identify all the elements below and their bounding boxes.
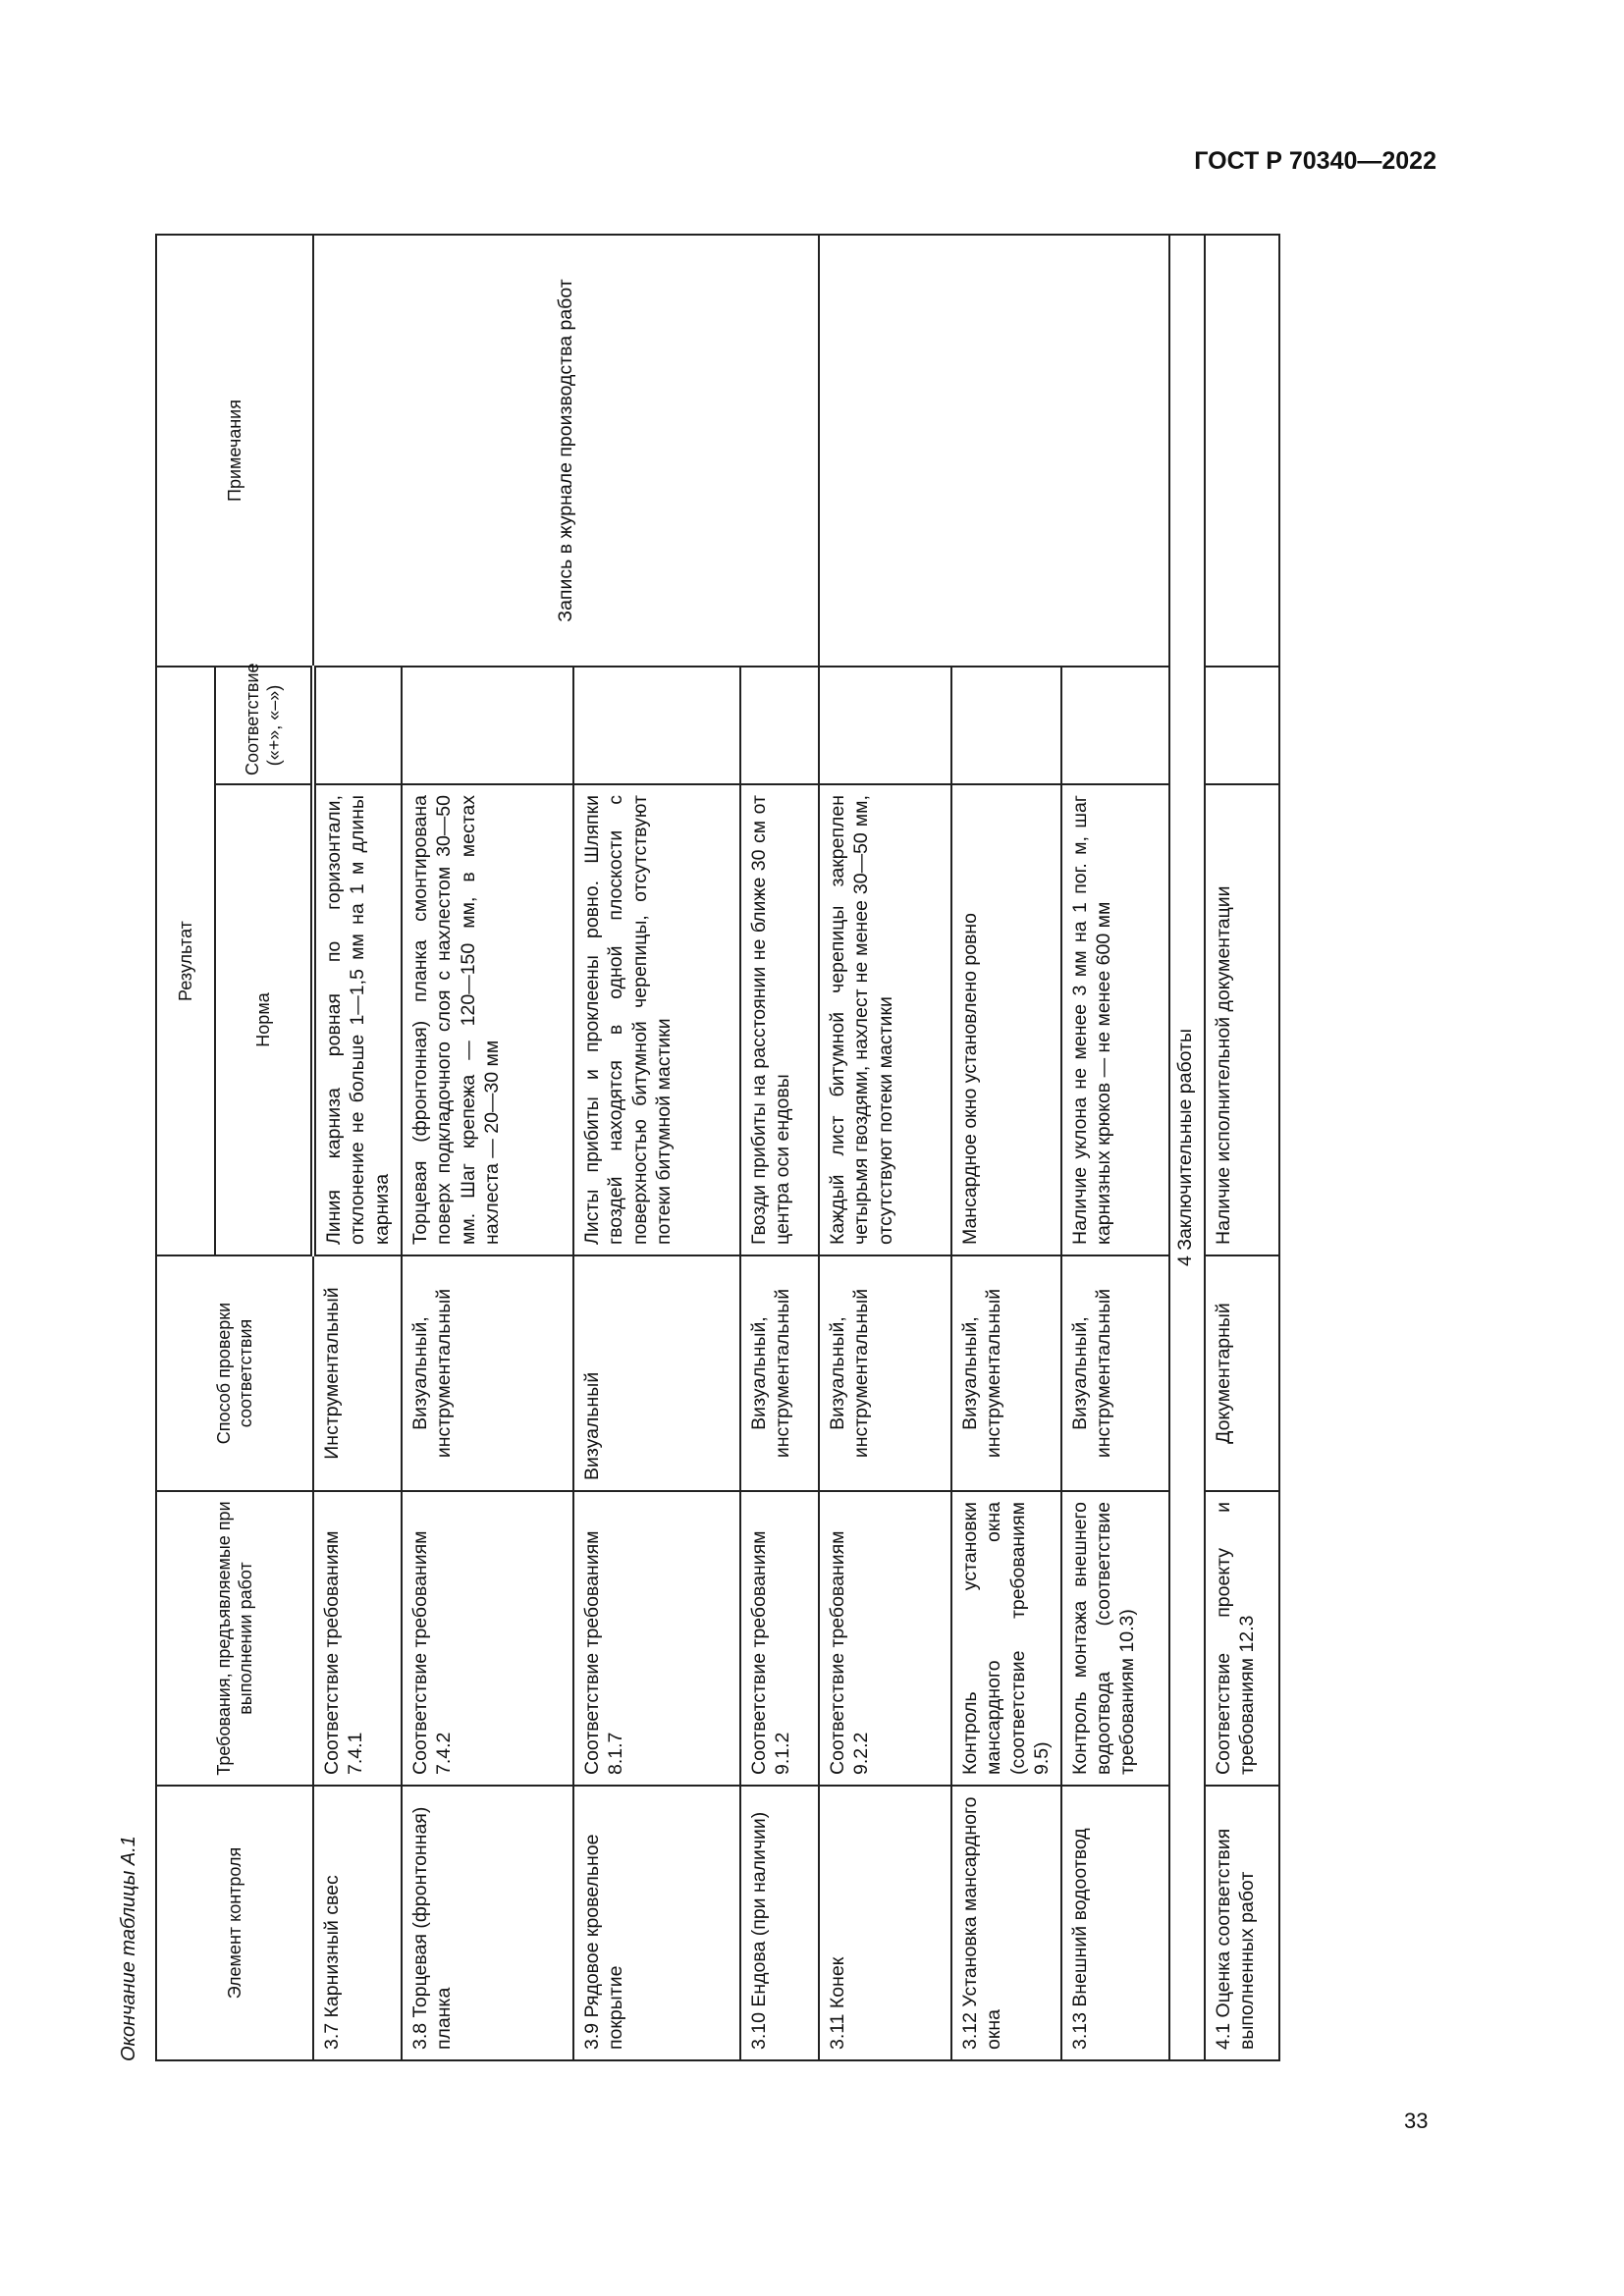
table-caption: Окончание таблицы А.1 <box>118 1836 139 2061</box>
cell-norm: Наличие исполнительной документации <box>1205 784 1279 1255</box>
cell-compliance <box>402 667 573 784</box>
cell-notes-record: Запись в журнале производства работ <box>313 235 819 667</box>
cell-requirement: Контроль монтажа внешнего водоотвода (соответствие требованиям 10.3) <box>1061 1491 1169 1786</box>
cell-element: 3.13 Внешний водоотвод <box>1061 1786 1169 2060</box>
header-notes: Примечания <box>156 235 313 667</box>
header-method: Способ проверки соответствия <box>156 1255 313 1491</box>
cell-requirement: Соответствие требованиям 8.1.7 <box>573 1491 740 1786</box>
cell-compliance <box>313 667 402 784</box>
section-row <box>1169 235 1205 2060</box>
cell-method: Документарный <box>1205 1255 1279 1491</box>
cell-method: Визуальный, инструментальный <box>951 1255 1061 1491</box>
cell-method: Визуальный, инструментальный <box>1061 1255 1169 1491</box>
cell-method: Визуальный, инструментальный <box>740 1255 819 1491</box>
header-element: Элемент контроля <box>156 1786 313 2060</box>
cell-element: 3.7 Карнизный свес <box>313 1786 402 2060</box>
table-row <box>1205 235 1279 2060</box>
cell-norm: Каждый лист битумной черепицы закреплен четырьмя гвоздями, нахлест не менее 30—50 мм, отсутствуют потеки мастики <box>819 784 951 1255</box>
cell-compliance <box>573 667 740 784</box>
cell-method: Визуальный, инструментальный <box>819 1255 951 1491</box>
cell-norm: Гвозди прибиты на расстоянии не ближе 30 см от центра оси ендовы <box>740 784 819 1255</box>
cell-method: Визуальный <box>573 1255 740 1491</box>
rotated-table-container <box>155 236 1280 2061</box>
cell-notes-empty <box>1205 235 1279 667</box>
cell-method: Визуальный, инструментальный <box>402 1255 573 1491</box>
cell-requirement: Соответствие проекту и требованиям 12.3 <box>1205 1491 1279 1786</box>
header-requirements: Требования, предъявляемые при выполнении работ <box>156 1491 313 1786</box>
cell-compliance <box>1061 667 1169 784</box>
cell-norm: Мансардное окно установлено ровно <box>951 784 1061 1255</box>
document-standard-number: ГОСТ Р 70340—2022 <box>1194 147 1436 175</box>
cell-compliance <box>1205 667 1279 784</box>
cell-method: Инструментальный <box>313 1255 402 1491</box>
cell-element: 3.8 Торцевая (фронтонная) планка <box>402 1786 573 2060</box>
cell-norm: Линия карниза ровная по горизонтали, отклонение не больше 1—1,5 мм на 1 м длины карниза <box>313 784 402 1255</box>
cell-requirement: Контроль установки мансардного окна (соответствие требованиям 9.5) <box>951 1491 1061 1786</box>
cell-notes-empty <box>819 235 1169 667</box>
cell-norm: Наличие уклона не менее 3 мм на 1 пог. м, шаг карнизных крюков — не менее 600 мм <box>1061 784 1169 1255</box>
inspection-table <box>155 234 1280 2061</box>
cell-norm: Листы прибиты и проклеены ровно. Шляпки гвоздей находятся в одной плоскости с поверхностью битумной черепицы, отсутствуют потеки битумной мастики <box>573 784 740 1255</box>
cell-element: 3.9 Рядовое кровельное покрытие <box>573 1786 740 2060</box>
cell-norm: Торцевая (фронтонная) планка смонтирована поверх подкладочного слоя с нахлестом 30—50 мм. Шаг крепежа — 120—150 мм, в местах нахлеста — 20—30 мм <box>402 784 573 1255</box>
section-title: 4 Заключительные работы <box>1169 235 1205 2060</box>
cell-element: 3.10 Ендова (при наличии) <box>740 1786 819 2060</box>
cell-requirement: Соответствие требованиям 7.4.1 <box>313 1491 402 1786</box>
cell-requirement: Соответствие требованиям 9.2.2 <box>819 1491 951 1786</box>
cell-compliance <box>819 667 951 784</box>
header-norm: Норма <box>215 784 313 1255</box>
cell-element: 4.1 Оценка соответствия выполненных работ <box>1205 1786 1279 2060</box>
page-number: 33 <box>1404 2109 1429 2133</box>
cell-requirement: Соответствие требованиям 9.1.2 <box>740 1491 819 1786</box>
cell-compliance <box>740 667 819 784</box>
cell-element: 3.11 Конек <box>819 1786 951 2060</box>
table-row <box>819 235 951 2060</box>
cell-compliance <box>951 667 1061 784</box>
cell-requirement: Соответствие требованиям 7.4.2 <box>402 1491 573 1786</box>
table-row <box>313 235 402 2060</box>
header-compliance: Соответствие («+», «–») <box>215 667 313 784</box>
cell-element: 3.12 Установка мансардного окна <box>951 1786 1061 2060</box>
header-result: Результат <box>156 667 215 1255</box>
